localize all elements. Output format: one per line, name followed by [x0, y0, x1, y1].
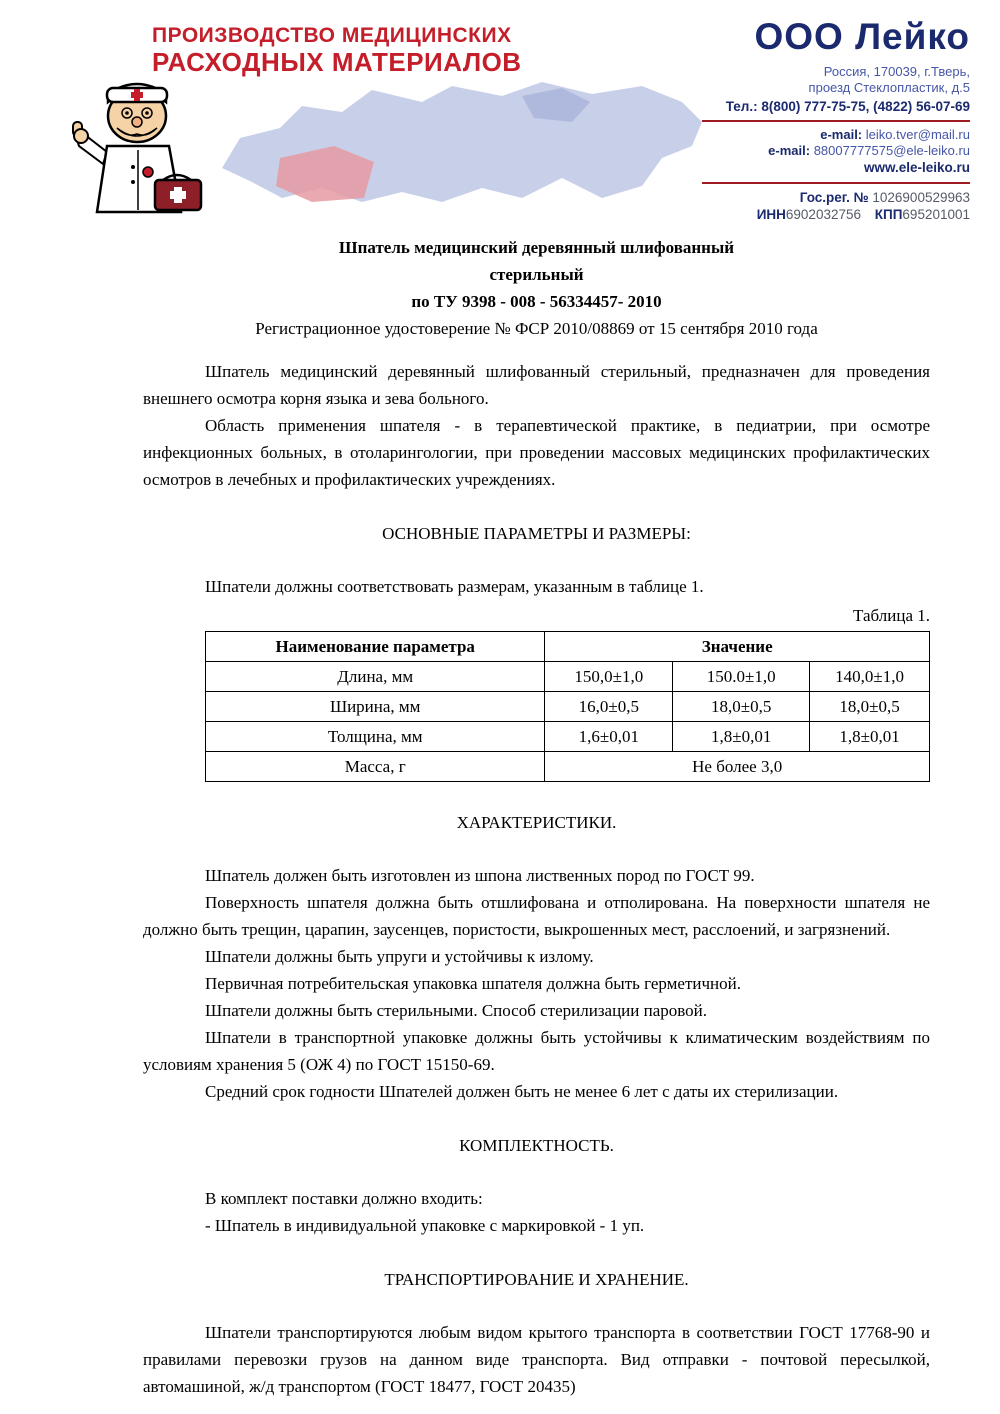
inn-kpp-line: [640, 206, 970, 223]
table-row: [206, 692, 930, 722]
russia-map-graphic: [222, 76, 702, 206]
table-caption: Таблица 1.: [853, 606, 930, 625]
divider-rule-top: [702, 120, 970, 122]
address-line2: проезд Стеклопластик, д.5: [808, 79, 970, 95]
company-tagline: [152, 24, 522, 78]
param-name-cell: Длина, мм: [206, 662, 545, 692]
parameters-table-wrap: [205, 602, 930, 782]
param-header-cell: Наименование параметра: [206, 632, 545, 662]
state-reg-label: Гос.рег. №: [799, 189, 869, 205]
email-line-2: [640, 143, 970, 159]
value-header-cell: Значение: [545, 632, 930, 662]
table-intro: Шпатели должны соответствовать размерам, указанным в таблице 1.: [205, 577, 704, 596]
document-body: [0, 228, 1000, 1400]
table-row: [206, 722, 930, 752]
merged-value-cell: Не более 3,0: [545, 752, 930, 782]
value-cell: 1,8±0,01: [673, 722, 810, 752]
value-cell: 18,0±0,5: [673, 692, 810, 722]
email2-label: e-mail:: [768, 142, 811, 158]
value-cell: 150,0±1,0: [545, 662, 673, 692]
value-cell: 1,6±0,01: [545, 722, 673, 752]
section-heading-characteristics: ХАРАКТЕРИСТИКИ.: [456, 813, 617, 832]
characteristics-paragraph: Средний срок годности Шпателей должен быть не менее 6 лет с даты их стерилизации.: [205, 1082, 839, 1101]
document-title-line3: по ТУ 9398 - 008 - 56334457- 2010: [411, 292, 662, 311]
tagline-line1: ПРОИЗВОДСТВО МЕДИЦИНСКИХ: [152, 24, 512, 47]
value-cell: 16,0±0,5: [545, 692, 673, 722]
company-name: ООО Лейко: [754, 16, 970, 57]
completeness-paragraph: В комплект поставки должно входить:: [205, 1189, 483, 1208]
value-cell: 150.0±1,0: [673, 662, 810, 692]
section-heading-transport: ТРАНСПОРТИРОВАНИЕ И ХРАНЕНИЕ.: [384, 1270, 689, 1289]
inn-number: 6902032756: [785, 206, 861, 222]
param-name-cell: Масса, г: [206, 752, 545, 782]
characteristics-paragraph: Шпатели в транспортной упаковке должны быть устойчивы к климатическим воздействиям по условиям хранения 5 (ОЖ 4) по ГОСТ 15150-69.: [143, 1028, 930, 1074]
email-line-1: [640, 127, 970, 143]
characteristics-paragraph: Шпатели должны быть стерильными. Способ стерилизации паровой.: [205, 1001, 708, 1020]
email1-label: e-mail:: [820, 126, 863, 142]
contact-block: [640, 18, 970, 223]
section-heading-parameters: ОСНОВНЫЕ ПАРАМЕТРЫ И РАЗМЕРЫ:: [382, 524, 691, 543]
characteristics-paragraph: Шпатель должен быть изготовлен из шпона лиственных пород по ГОСТ 99.: [205, 866, 755, 885]
section-heading-completeness: КОМПЛЕКТНОСТЬ.: [459, 1136, 614, 1155]
kpp-label: КПП: [874, 206, 903, 222]
registration-line: Регистрационное удостоверение № ФСР 2010/08869 от 15 сентября 2010 года: [255, 319, 818, 338]
intro-paragraph-1: Шпатель медицинский деревянный шлифованный стерильный, предназначен для проведения внешнего осмотра корня языка и зева больного.: [143, 362, 930, 408]
doctor-mascot-logo: [45, 72, 225, 222]
email1-value: leiko.tver@mail.ru: [865, 126, 970, 142]
kpp-number: 695201001: [902, 206, 970, 222]
phone-line: Тел.: 8(800) 777-75-75, (4822) 56-07-69: [725, 98, 970, 114]
inn-label: ИНН: [756, 206, 786, 222]
parameters-table: [205, 631, 930, 782]
characteristics-paragraph: Шпатели должны быть упруги и устойчивы к излому.: [205, 947, 594, 966]
state-reg-line: [640, 189, 970, 206]
email2-value: 88007777575@ele-leiko.ru: [813, 142, 970, 158]
param-name-cell: Ширина, мм: [206, 692, 545, 722]
website: www.ele-leiko.ru: [863, 159, 970, 175]
characteristics-paragraph: Поверхность шпателя должна быть отшлифована и отполирована. На поверхности шпателя не должно быть трещин, царапин, заусенцев, пористости, выкрошенных мест, расслоений, и загрязнений.: [143, 893, 930, 939]
table-row: [206, 752, 930, 782]
value-cell: 140,0±1,0: [810, 662, 930, 692]
state-reg-number: 1026900529963: [872, 189, 970, 205]
transport-paragraph: Шпатели транспортируются любым видом крытого транспорта в соответствии ГОСТ 17768-90 и правилами перевозки грузов на данном виде транспорта. Вид отправки - почтовой пересылкой, автомашиной, ж/д транспортом (ГОСТ 18477, ГОСТ 20435): [143, 1323, 930, 1396]
table-row: [206, 662, 930, 692]
tagline-line2: РАСХОДНЫХ МАТЕРИАЛОВ: [152, 47, 522, 78]
divider-rule-bottom: [702, 182, 970, 184]
letterhead: [0, 0, 1000, 228]
value-cell: 1,8±0,01: [810, 722, 930, 752]
value-cell: 18,0±0,5: [810, 692, 930, 722]
table-header-row: [206, 632, 930, 662]
param-name-cell: Толщина, мм: [206, 722, 545, 752]
characteristics-paragraph: Первичная потребительская упаковка шпателя должна быть герметичной.: [205, 974, 741, 993]
address-line1: Россия, 170039, г.Тверь,: [823, 63, 970, 79]
document-title-line1: Шпатель медицинский деревянный шлифованный: [338, 238, 735, 257]
completeness-paragraph: - Шпатель в индивидуальной упаковке с маркировкой - 1 уп.: [205, 1216, 645, 1235]
intro-paragraph-2: Область применения шпателя - в терапевтической практике, в педиатрии, при осмотре инфекционных больных, в отоларингологии, при проведении массовых медицинских профилактических осмотров в лечебных и профилактических учреждениях.: [143, 416, 930, 489]
document-title-line2: стерильный: [489, 265, 584, 284]
